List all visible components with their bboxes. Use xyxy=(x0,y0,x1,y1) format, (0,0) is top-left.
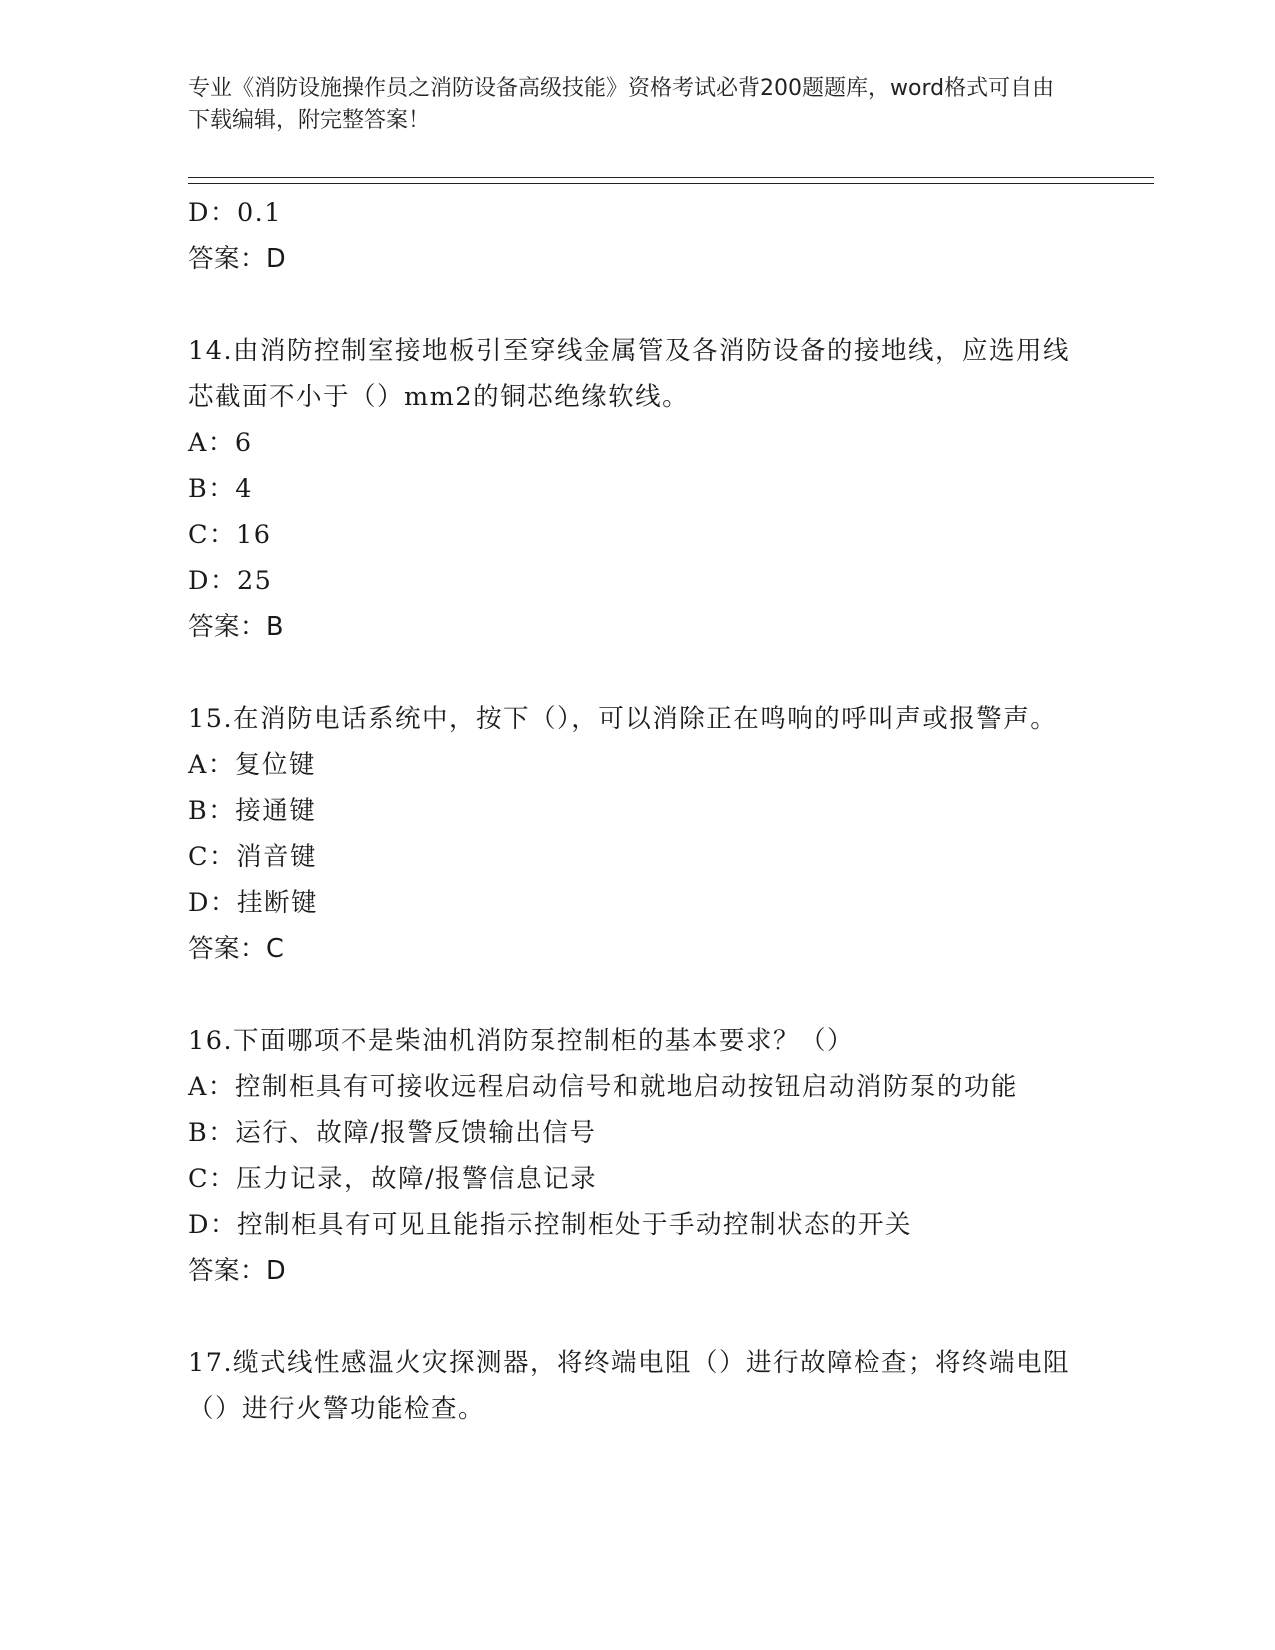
option-d: D：0.1 xyxy=(188,198,282,228)
answer-line: 答案：D xyxy=(188,1256,287,1286)
question-17 xyxy=(188,1340,1078,1432)
question-stem: 17.缆式线性感温火灾探测器，将终端电阻（）进行故障检查；将终端电阻（）进行火警功能检查。 xyxy=(188,1348,1071,1424)
option-b: B：4 xyxy=(188,474,253,504)
answer-line: 答案：D xyxy=(188,244,287,274)
header-rule-top xyxy=(188,177,1154,178)
option-d: D：25 xyxy=(188,566,273,596)
question-14 xyxy=(188,328,1078,650)
option-b: B：接通键 xyxy=(188,796,317,826)
question-stem: 15.在消防电话系统中，按下（），可以消除正在鸣响的呼叫声或报警声。 xyxy=(188,704,1058,734)
document-header: 专业《消防设施操作员之消防设备高级技能》资格考试必背200题题库，word格式可自由下载编辑，附完整答案！ xyxy=(188,76,1055,133)
option-c: C：消音键 xyxy=(188,842,318,872)
answer-line: 答案：C xyxy=(188,934,285,964)
question-list xyxy=(188,190,1078,1432)
option-c: C：16 xyxy=(188,520,272,550)
option-a: A：复位键 xyxy=(188,750,316,780)
option-a: A：控制柜具有可接收远程启动信号和就地启动按钮启动消防泵的功能 xyxy=(188,1072,1018,1102)
header-rule-bottom xyxy=(188,183,1154,184)
option-d: D：挂断键 xyxy=(188,888,318,918)
option-d: D：控制柜具有可见且能指示控制柜处于手动控制状态的开关 xyxy=(188,1210,912,1240)
option-a: A：6 xyxy=(188,428,253,458)
question-15 xyxy=(188,696,1078,972)
option-c: C：压力记录，故障/报警信息记录 xyxy=(188,1164,598,1194)
option-b: B：运行、故障/报警反馈输出信号 xyxy=(188,1118,597,1148)
question-16 xyxy=(188,1018,1078,1294)
question-stem: 14.由消防控制室接地板引至穿线金属管及各消防设备的接地线，应选用线芯截面不小于（）mm2的铜芯绝缘软线。 xyxy=(188,336,1071,412)
answer-line: 答案：B xyxy=(188,612,284,642)
carryover-block xyxy=(188,190,1078,282)
question-stem: 16.下面哪项不是柴油机消防泵控制柜的基本要求？（） xyxy=(188,1026,855,1056)
